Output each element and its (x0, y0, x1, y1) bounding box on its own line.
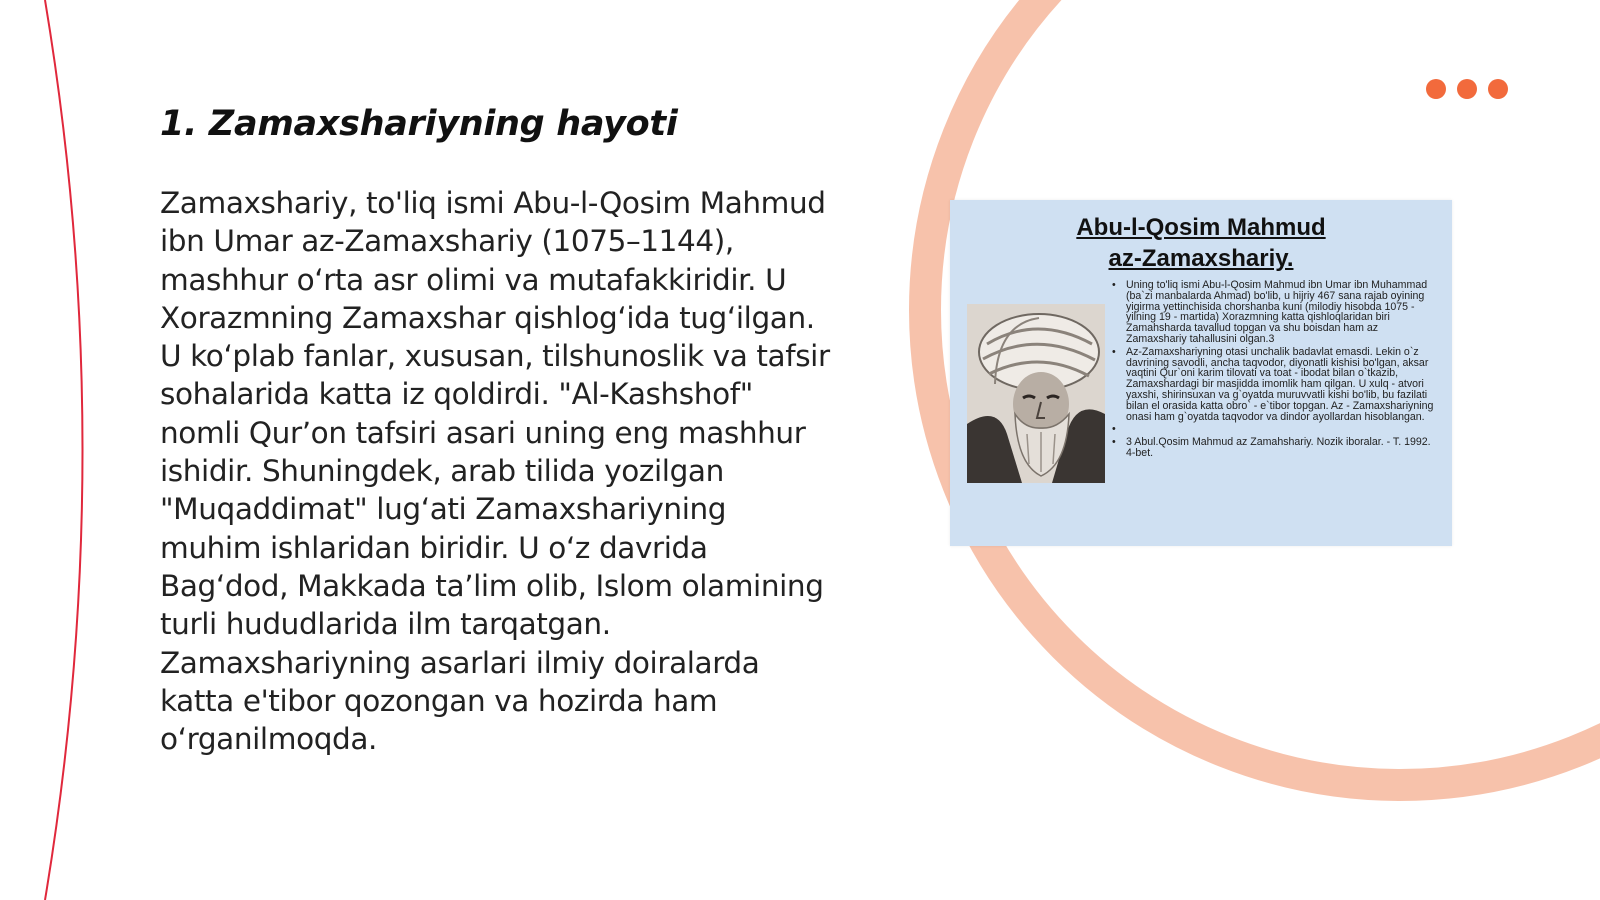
biography-figure (950, 200, 1452, 546)
dot (1426, 79, 1446, 99)
dot (1457, 79, 1477, 99)
figure-bullet: • Az-Zamaxshariyning otasi unchalik badavlat emasdi. Lekin o`z davrining savodli, ancha taqvodor, diyonatli kishisi bo'lgan, aksar vaqtini Qur`oni karim tilovati va toat - ibodat bilan o`tkazib, Zamaxshardagi bir masjidda imomlik ham qilgan. U xulq - atvori yaxshi, shirinsuxan va g`oyatda muruvvatli kishi bo'lib, bu fazilati bilan el orasida katta obro` - e`tibor topgan. Az - Zamaxshariyning onasi ham g`oyatda taqvodor va dindor ayollardan hisoblangan. (1126, 347, 1441, 423)
figure-title-line1: Abu-l-Qosim Mahmud (1076, 214, 1326, 241)
more-dots-icon (1426, 79, 1508, 99)
red-curve-line (45, 0, 83, 900)
portrait-image (967, 304, 1105, 483)
figure-bullet-list (1113, 280, 1441, 461)
dot (1488, 79, 1508, 99)
figure-title-line2: az-Zamaxshariy. (1108, 245, 1294, 272)
portrait-drawing (967, 304, 1105, 483)
figure-title (950, 212, 1452, 274)
slide-title: 1. Zamaxshariyning hayoti (160, 104, 678, 144)
figure-bullet: • Uning to'liq ismi Abu-l-Qosim Mahmud ibn Umar ibn Muhammad (ba`zi manbalarda Ahmad) bo'lib, u hijriy 467 sana rajab oyining yigirma yettinchisida chorshanba kuni (milodiy hisobda 1075 -yilning 19 - martida) Xorazmning katta qishloqlaridan biri Zamahsharda tavallud topgan va shu boisdan ham az Zamaxshariy tahallusini olgan.3 (1126, 280, 1441, 345)
figure-footnote: • 3 Abul.Qosim Mahmud az Zamahshariy. Nozik iboralar. - T. 1992. 4-bet. (1126, 437, 1441, 459)
figure-bullet-empty (1126, 424, 1441, 435)
slide-body-text: Zamaxshariy, to'liq ismi Abu-l-Qosim Mahmud ibn Umar az-Zamaxshariy (1075–1144), mashhur o‘rta asr olimi va mutafakkiridir. U Xorazmning Zamaxshar qishlog‘ida tug‘ilgan. U ko‘plab fanlar, xususan, tilshunoslik va tafsir sohalarida katta iz qoldirdi. "Al-Kashshof" nomli Qur’on tafsiri asari uning eng mashhur ishidir. Shuningdek, arab tilida yozilgan "Muqaddimat" lug‘ati Zamaxshariyning muhim ishlaridan biridir. U o‘z davrida Bag‘dod, Makkada ta’lim olib, Islom olamining turli hududlarida ilm tarqatgan. Zamaxshariyning asarlari ilmiy doiralarda katta e'tibor qozongan va hozirda ham o‘rganilmoqda. (160, 186, 830, 757)
